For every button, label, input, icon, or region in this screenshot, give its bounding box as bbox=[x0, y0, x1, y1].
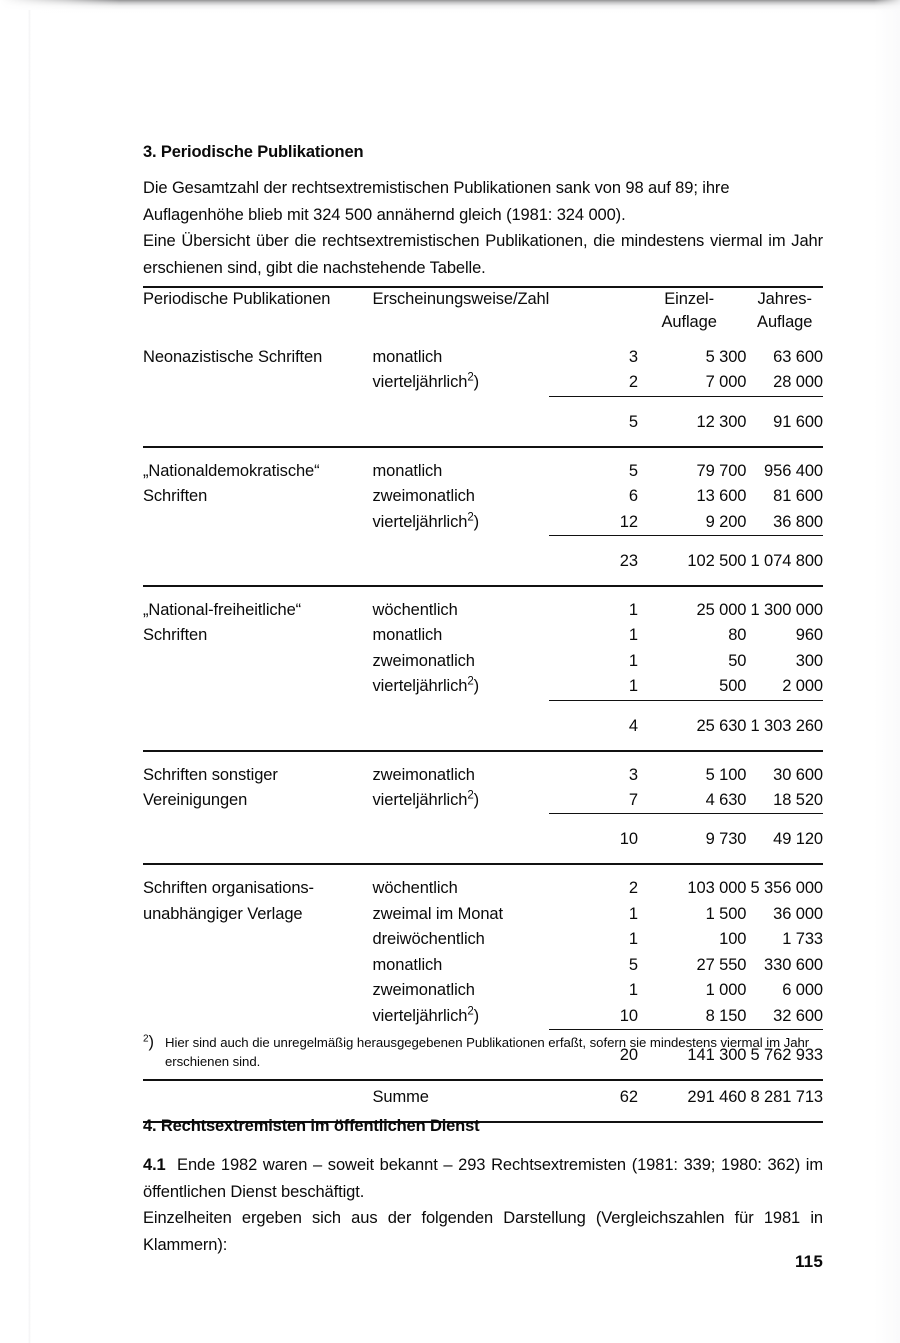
row-count: 2 bbox=[628, 879, 638, 898]
block-separator-segment bbox=[549, 1070, 638, 1080]
subtotal-rule-spacer bbox=[373, 814, 550, 824]
subtotal-count: 10 bbox=[619, 830, 638, 849]
subsection-number: 4.1 bbox=[143, 1156, 166, 1174]
subtotal-rule-segment bbox=[746, 814, 823, 824]
section-4-heading: 4. Rechtsextremisten im öffentlichen Dienst bbox=[143, 1117, 480, 1135]
row-frequency: vierteljährlich$^2$) bbox=[372, 789, 480, 810]
section-4-closing-text: Einzelheiten ergeben sich aus der folgenden Darstellung (Vergleichszahlen für 1981 in Klammern): bbox=[143, 1209, 823, 1254]
row-einzel-auflage: 50 bbox=[728, 651, 747, 670]
block-separator-segment bbox=[746, 854, 823, 864]
row-frequency: zweimonatlich bbox=[372, 487, 475, 506]
row-frequency: monatlich bbox=[372, 955, 443, 974]
scan-right-edge bbox=[874, 0, 900, 1343]
block-separator-segment bbox=[638, 437, 746, 447]
row-frequency: monatlich bbox=[372, 348, 443, 366]
header-jahres-line1: Jahres- bbox=[757, 290, 812, 308]
row-publication-name bbox=[143, 370, 373, 396]
subtotal-jahres-auflage: 1 303 260 bbox=[750, 716, 823, 735]
subtotal-spacer bbox=[143, 823, 373, 854]
table-header-row bbox=[143, 287, 823, 334]
row-count: 1 bbox=[628, 904, 638, 923]
block-separator-rule bbox=[143, 854, 823, 864]
table-row bbox=[143, 623, 823, 648]
block-separator-segment bbox=[746, 576, 823, 586]
row-count: 1 bbox=[628, 930, 638, 949]
block-separator-segment bbox=[549, 854, 638, 864]
row-einzel-auflage: 27 550 bbox=[696, 955, 747, 974]
block-separator-segment bbox=[373, 741, 550, 751]
subtotal-rule-spacer bbox=[143, 700, 373, 710]
block-separator-rule bbox=[143, 1070, 823, 1080]
row-count: 6 bbox=[628, 487, 638, 506]
row-einzel-auflage: 79 700 bbox=[696, 461, 747, 480]
paragraph-line-2: Auflagenhöhe blieb mit 324 500 annähernd gleich (1981: 324 000). bbox=[143, 205, 626, 224]
block-separator-segment bbox=[746, 437, 823, 447]
block-separator-segment bbox=[638, 576, 746, 586]
row-einzel-auflage: 1 000 bbox=[705, 981, 747, 1000]
row-einzel-auflage: 8 150 bbox=[705, 1006, 747, 1025]
table-row bbox=[143, 751, 823, 788]
page-content bbox=[143, 0, 823, 1343]
row-count: 1 bbox=[628, 626, 638, 645]
subtotal-row bbox=[143, 823, 823, 854]
table-row bbox=[143, 953, 823, 978]
block-separator-segment bbox=[638, 854, 746, 864]
row-count: 3 bbox=[628, 348, 638, 366]
row-einzel-auflage: 7 000 bbox=[705, 373, 747, 392]
row-jahres-auflage: 32 600 bbox=[773, 1006, 823, 1025]
row-einzel-auflage: 100 bbox=[719, 930, 747, 949]
block-separator-rule bbox=[143, 741, 823, 751]
table-row bbox=[143, 978, 823, 1003]
row-count: 2 bbox=[628, 373, 638, 392]
row-count: 5 bbox=[628, 955, 638, 974]
subtotal-einzel-auflage: 141 300 bbox=[687, 1045, 747, 1064]
table-row bbox=[143, 586, 823, 623]
subsection-4-1-body: Ende 1982 waren – soweit bekannt – 293 Rechtsextremisten (1981: 339; 1980: 362) im öffentlichen Dienst beschäftigt. bbox=[143, 1156, 824, 1201]
row-publication-name: „National-freiheitliche“ bbox=[143, 601, 302, 620]
total-einzel-auflage: 291 460 bbox=[687, 1087, 747, 1106]
row-einzel-auflage: 5 300 bbox=[705, 348, 747, 366]
section-3-paragraph bbox=[143, 175, 823, 281]
row-einzel-auflage: 4 630 bbox=[705, 791, 747, 810]
footnote-ref-paren: ) bbox=[473, 373, 480, 392]
row-publication-name bbox=[143, 510, 373, 536]
subtotal-rule-segment bbox=[549, 396, 638, 406]
header-einzel-line2: Auflage bbox=[661, 313, 717, 331]
subtotal-spacer bbox=[373, 823, 550, 854]
row-frequency: dreiwöchentlich bbox=[372, 930, 485, 949]
row-einzel-auflage: 103 000 bbox=[687, 879, 747, 898]
subtotal-rule bbox=[143, 536, 823, 546]
subtotal-row bbox=[143, 710, 823, 741]
table-row bbox=[143, 927, 823, 952]
header-count bbox=[549, 287, 638, 334]
paragraph-line-1: Die Gesamtzahl der rechtsextremistischen Publikationen sank von 98 auf 89; ihre bbox=[143, 179, 730, 197]
header-publications: Periodische Publikationen bbox=[143, 290, 331, 308]
subtotal-jahres-auflage: 1 074 800 bbox=[750, 552, 823, 571]
subtotal-spacer bbox=[373, 406, 550, 437]
row-publication-name bbox=[143, 953, 373, 978]
table-row bbox=[143, 788, 823, 814]
row-publication-name bbox=[143, 1004, 373, 1030]
footnote-marker-digit: 2 bbox=[143, 1033, 149, 1045]
subtotal-count: 4 bbox=[628, 716, 638, 735]
row-jahres-auflage: 63 600 bbox=[773, 348, 823, 366]
table-bottom-rule-segment bbox=[549, 1112, 638, 1122]
subtotal-jahres-auflage: 5 762 933 bbox=[750, 1045, 823, 1064]
subtotal-rule-segment bbox=[746, 396, 823, 406]
row-einzel-auflage: 5 100 bbox=[705, 765, 747, 784]
row-jahres-auflage: 18 520 bbox=[773, 791, 823, 810]
subtotal-rule-segment bbox=[746, 700, 823, 710]
row-publication-name: Neonazistische Schriften bbox=[143, 348, 323, 366]
table-header bbox=[143, 287, 823, 334]
footnote-ref-paren: ) bbox=[473, 677, 480, 696]
table-row bbox=[143, 864, 823, 901]
row-einzel-auflage: 13 600 bbox=[696, 487, 747, 506]
subtotal-rule bbox=[143, 700, 823, 710]
row-frequency: monatlich bbox=[372, 626, 443, 645]
total-row bbox=[143, 1080, 823, 1112]
row-publication-name: Schriften organisations- bbox=[143, 879, 314, 898]
subtotal-rule-spacer bbox=[143, 814, 373, 824]
header-jahres-auflage bbox=[746, 287, 823, 334]
row-frequency: zweimonatlich bbox=[372, 765, 475, 784]
publications-table bbox=[143, 286, 823, 1123]
row-jahres-auflage: 1 300 000 bbox=[750, 601, 823, 620]
subtotal-rule-spacer bbox=[373, 536, 550, 546]
row-count: 5 bbox=[628, 461, 638, 480]
row-jahres-auflage: 1 733 bbox=[782, 930, 823, 949]
row-frequency: monatlich bbox=[372, 461, 443, 480]
row-count: 1 bbox=[628, 981, 638, 1000]
row-frequency: wöchentlich bbox=[372, 601, 458, 620]
subtotal-rule-spacer bbox=[373, 396, 550, 406]
subtotal-count: 20 bbox=[619, 1045, 638, 1064]
footnote-ref-paren: ) bbox=[473, 1006, 480, 1025]
row-jahres-auflage: 30 600 bbox=[773, 765, 823, 784]
row-frequency: zweimonatlich bbox=[372, 651, 475, 670]
subtotal-einzel-auflage: 102 500 bbox=[687, 552, 747, 571]
block-separator-segment bbox=[373, 576, 550, 586]
block-separator-segment bbox=[373, 1070, 550, 1080]
row-publication-name: unabhängiger Verlage bbox=[143, 904, 303, 923]
table-row bbox=[143, 674, 823, 700]
row-jahres-auflage: 28 000 bbox=[773, 373, 823, 392]
row-count: 7 bbox=[628, 791, 638, 810]
row-frequency: vierteljährlich$^2$) bbox=[372, 675, 480, 696]
subtotal-rule-segment bbox=[638, 536, 746, 546]
subtotal-einzel-auflage: 9 730 bbox=[705, 830, 747, 849]
subtotal-count: 23 bbox=[619, 552, 638, 571]
row-jahres-auflage: 5 356 000 bbox=[750, 879, 823, 898]
row-jahres-auflage: 36 000 bbox=[773, 904, 823, 923]
subtotal-spacer bbox=[373, 710, 550, 741]
block-separator-segment bbox=[373, 437, 550, 447]
row-jahres-auflage: 956 400 bbox=[764, 461, 823, 480]
header-frequency: Erscheinungsweise/Zahl bbox=[372, 290, 550, 308]
total-jahres-auflage: 8 281 713 bbox=[750, 1087, 823, 1106]
row-publication-name bbox=[143, 674, 373, 700]
row-count: 1 bbox=[628, 651, 638, 670]
row-count: 1 bbox=[628, 677, 638, 696]
row-publication-name bbox=[143, 978, 373, 1003]
subtotal-einzel-auflage: 12 300 bbox=[696, 412, 747, 431]
subsection-4-1-text bbox=[143, 1152, 823, 1205]
total-spacer bbox=[143, 1080, 373, 1112]
row-publication-name bbox=[143, 927, 373, 952]
subtotal-spacer bbox=[373, 545, 550, 576]
row-frequency: vierteljährlich$^2$) bbox=[372, 371, 480, 392]
row-einzel-auflage: 9 200 bbox=[705, 512, 747, 531]
row-frequency: zweimonatlich bbox=[372, 981, 475, 1000]
subtotal-count: 5 bbox=[628, 412, 638, 431]
row-publication-name: Schriften sonstiger bbox=[143, 765, 278, 784]
header-einzel-line1: Einzel- bbox=[664, 290, 715, 308]
row-frequency: wöchentlich bbox=[372, 879, 458, 898]
subtotal-einzel-auflage: 25 630 bbox=[696, 716, 747, 735]
block-separator-segment bbox=[638, 1070, 746, 1080]
row-jahres-auflage: 330 600 bbox=[764, 955, 823, 974]
footnote-ref-digit: 2 bbox=[467, 675, 474, 688]
header-jahres-line2: Auflage bbox=[757, 313, 813, 331]
row-jahres-auflage: 81 600 bbox=[773, 487, 823, 506]
table-row bbox=[143, 510, 823, 536]
block-separator-rule bbox=[143, 437, 823, 447]
block-separator-segment bbox=[746, 1070, 823, 1080]
block-separator-segment bbox=[638, 741, 746, 751]
row-jahres-auflage: 960 bbox=[795, 626, 823, 645]
row-frequency: vierteljährlich$^2$) bbox=[372, 1005, 480, 1025]
subtotal-rule-spacer bbox=[143, 396, 373, 406]
block-separator-segment bbox=[549, 741, 638, 751]
block-separator-segment bbox=[549, 437, 638, 447]
table-row bbox=[143, 649, 823, 674]
row-count: 10 bbox=[619, 1006, 638, 1025]
footnote-marker bbox=[143, 1033, 154, 1052]
row-publication-name bbox=[143, 649, 373, 674]
row-einzel-auflage: 80 bbox=[728, 626, 747, 645]
footnote-ref-digit: 2 bbox=[467, 1005, 474, 1017]
row-publication-name: Vereinigungen bbox=[143, 791, 248, 810]
row-jahres-auflage: 36 800 bbox=[773, 512, 823, 531]
block-separator-segment bbox=[143, 741, 373, 751]
table-bottom-rule-segment bbox=[746, 1112, 823, 1122]
page-number: 115 bbox=[794, 1252, 823, 1271]
row-count: 3 bbox=[628, 765, 638, 784]
row-count: 1 bbox=[628, 601, 638, 620]
footnote-ref-digit: 2 bbox=[467, 511, 474, 524]
subtotal-rule bbox=[143, 396, 823, 406]
block-separator-segment bbox=[373, 854, 550, 864]
row-einzel-auflage: 500 bbox=[719, 677, 747, 696]
table-row bbox=[143, 1004, 823, 1030]
block-separator-segment bbox=[549, 576, 638, 586]
row-count: 12 bbox=[619, 512, 638, 531]
subtotal-rule-segment bbox=[638, 396, 746, 406]
total-count: 62 bbox=[619, 1087, 638, 1106]
block-separator-rule bbox=[143, 576, 823, 586]
row-einzel-auflage: 25 000 bbox=[696, 601, 747, 620]
section-3-heading: 3. Periodische Publikationen bbox=[143, 143, 364, 161]
subtotal-jahres-auflage: 49 120 bbox=[773, 830, 823, 849]
subtotal-rule-segment bbox=[638, 700, 746, 710]
subtotal-row bbox=[143, 545, 823, 576]
row-publication-name: Schriften bbox=[143, 487, 208, 506]
row-publication-name: Schriften bbox=[143, 626, 208, 645]
subtotal-rule-segment bbox=[549, 536, 638, 546]
scan-top-shadow-fade bbox=[0, 0, 120, 16]
block-separator-segment bbox=[143, 576, 373, 586]
row-publication-name: „Nationaldemokratische“ bbox=[143, 461, 320, 480]
subtotal-row bbox=[143, 406, 823, 437]
block-separator-segment bbox=[143, 854, 373, 864]
subtotal-spacer bbox=[143, 710, 373, 741]
block-separator-segment bbox=[143, 437, 373, 447]
row-frequency: vierteljährlich$^2$) bbox=[372, 511, 480, 531]
scan-left-edge bbox=[28, 10, 31, 1343]
header-einzel-auflage bbox=[638, 287, 746, 334]
subtotal-rule-spacer bbox=[373, 700, 550, 710]
table-bottom-rule-segment bbox=[638, 1112, 746, 1122]
subtotal-rule bbox=[143, 814, 823, 824]
block-separator-segment bbox=[143, 1070, 373, 1080]
section-4-paragraph bbox=[143, 1152, 823, 1258]
footnote-ref-paren: ) bbox=[473, 791, 480, 810]
footnote-marker-paren: ) bbox=[148, 1033, 154, 1051]
subtotal-rule-segment bbox=[549, 814, 638, 824]
subtotal-rule-segment bbox=[638, 814, 746, 824]
row-einzel-auflage: 1 500 bbox=[705, 904, 747, 923]
row-jahres-auflage: 300 bbox=[795, 651, 823, 670]
subtotal-rule-segment bbox=[549, 700, 638, 710]
block-separator-segment bbox=[746, 741, 823, 751]
row-jahres-auflage: 6 000 bbox=[782, 981, 823, 1000]
subtotal-jahres-auflage: 91 600 bbox=[773, 412, 823, 431]
footnote-ref-digit: 2 bbox=[467, 371, 474, 384]
subtotal-spacer bbox=[143, 406, 373, 437]
table-row bbox=[143, 334, 823, 370]
subtotal-rule-segment bbox=[746, 536, 823, 546]
table-row bbox=[143, 484, 823, 509]
table-row bbox=[143, 447, 823, 484]
table-body bbox=[143, 334, 823, 1122]
table-row bbox=[143, 902, 823, 927]
paragraph-line-3: Eine Übersicht über die rechtsextremistischen Publikationen, die mindestens viermal im Jahr erschienen sind, gibt die nachstehende Tabelle. bbox=[143, 232, 823, 277]
total-label: Summe bbox=[372, 1087, 429, 1106]
footnote-text: Hier sind auch die unregelmäßig herausgegebenen Publikationen erfaßt, sofern sie mindestens viermal im Jahr erschienen sind. bbox=[165, 1035, 810, 1069]
subtotal-spacer bbox=[143, 545, 373, 576]
row-jahres-auflage: 2 000 bbox=[782, 677, 823, 696]
subtotal-rule-spacer bbox=[143, 536, 373, 546]
table-row bbox=[143, 370, 823, 396]
footnote bbox=[143, 1033, 823, 1071]
row-frequency: zweimal im Monat bbox=[372, 904, 503, 923]
footnote-ref-paren: ) bbox=[473, 512, 480, 531]
footnote-ref-digit: 2 bbox=[467, 789, 474, 802]
